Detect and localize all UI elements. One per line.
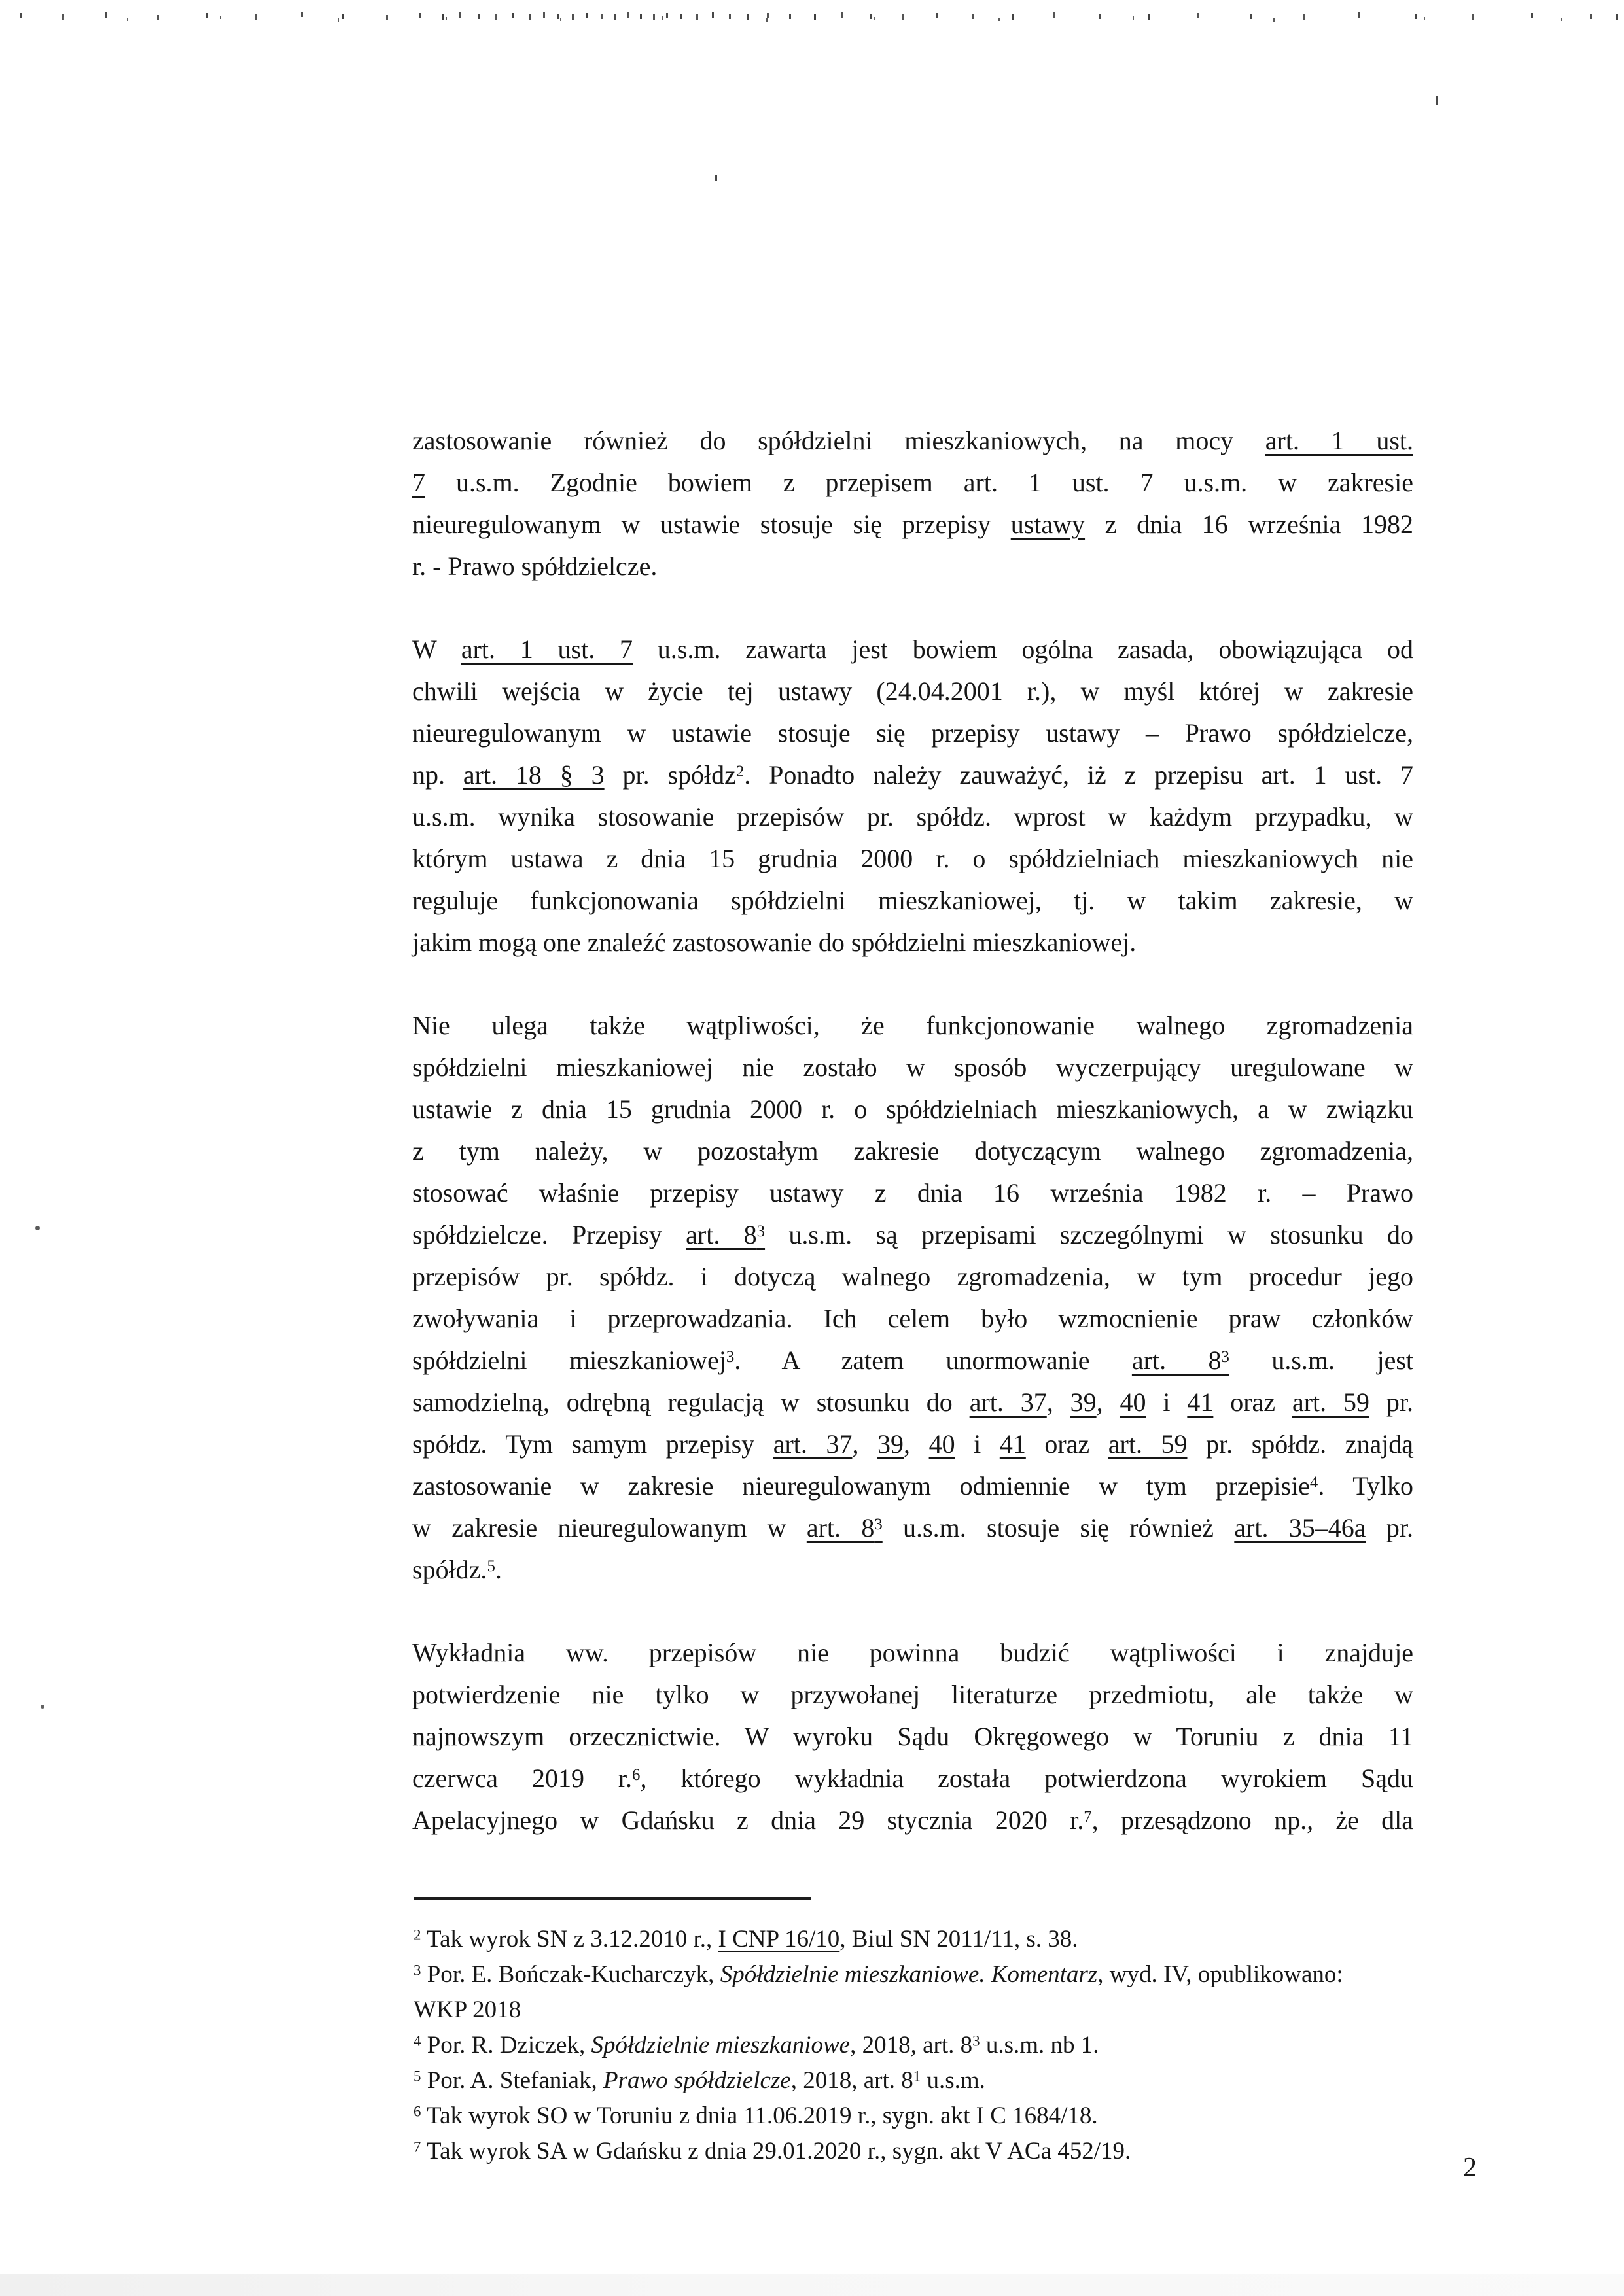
text-run: , 2018, art. 8 — [850, 2032, 973, 2059]
scan-speck — [1436, 96, 1438, 105]
text-line — [412, 1172, 1413, 1214]
scan-noise-strip — [20, 13, 22, 18]
text-line — [412, 1005, 1413, 1047]
text-run: Tak wyrok SO w Toruniu z dnia 11.06.2019 r., sygn. akt I C 1684/18. — [421, 2102, 1098, 2129]
superscript: 3 — [874, 1515, 883, 1533]
superscript: 3 — [726, 1348, 735, 1366]
text-run: art. 37 — [969, 1387, 1047, 1417]
footnote-ref — [1310, 1471, 1318, 1501]
text-run: u.s.m. nb 1. — [980, 2032, 1099, 2059]
text-line — [412, 1214, 1413, 1256]
text-run: art. 18 § 3 — [463, 760, 605, 790]
text-run: przepisów pr. spółdz. i dotyczą walnego zgromadzenia, w tym procedur jego — [412, 1262, 1413, 1291]
page-number: 2 — [1463, 2153, 1477, 2183]
text-line — [412, 1088, 1413, 1130]
text-run: , — [904, 1429, 929, 1459]
text-run: r. - Prawo spółdzielcze. — [412, 551, 658, 581]
text-line — [412, 1632, 1413, 1674]
body-text — [412, 420, 1413, 1883]
text-run: art. 8 — [806, 1513, 875, 1542]
text-run: spółdz. — [412, 1555, 487, 1584]
scan-edge-band — [0, 2274, 1624, 2296]
text-run: pr. — [1369, 1387, 1413, 1417]
superscript: 5 — [414, 2068, 421, 2085]
text-run: art. 35–46a — [1234, 1513, 1366, 1542]
text-run: spółdzielcze. Przepisy — [412, 1220, 686, 1249]
text-run: 7 — [412, 468, 425, 497]
footnote-ref — [874, 1513, 882, 1542]
superscript: 2 — [414, 1926, 421, 1943]
text-run: u.s.m. są przepisami szczególnymi w stosunku do — [765, 1220, 1414, 1249]
footnote-ref — [913, 2067, 921, 2094]
superscript: 3 — [414, 1962, 421, 1979]
superscript: 7 — [1084, 1807, 1092, 1826]
text-run: , którego wykładnia została potwierdzona wyrokiem Sądu — [640, 1764, 1413, 1793]
text-run: u.s.m. — [921, 2067, 985, 2094]
text-run: 40 — [928, 1429, 955, 1459]
text-line — [412, 504, 1413, 546]
text-run: Tak wyrok SA w Gdańsku z dnia 29.01.2020 r., sygn. akt V ACa 452/19. — [421, 2138, 1131, 2165]
footnote-ref — [1084, 1805, 1091, 1835]
text-line — [412, 1340, 1413, 1382]
text-line — [412, 1256, 1413, 1298]
text-line — [412, 712, 1413, 754]
text-run: art. 1 ust. 7 — [461, 635, 633, 664]
text-line — [412, 1507, 1413, 1549]
text-run: 41 — [1187, 1387, 1214, 1417]
text-run: ustawy — [1010, 510, 1086, 539]
text-line — [412, 629, 1413, 670]
superscript: 6 — [414, 2103, 421, 2120]
superscript: 3 — [972, 2032, 980, 2049]
superscript: 3 — [1221, 1348, 1229, 1366]
scan-noise-strip — [63, 17, 64, 20]
footnote-ref — [736, 760, 744, 790]
text-run: art. 1 ust. — [1265, 426, 1413, 455]
text-run: nieuregulowanym w ustawie stosuje się przepisy — [412, 510, 1011, 539]
footnotes — [414, 1922, 1434, 2169]
text-run: art. 37 — [773, 1429, 853, 1459]
text-run: u.s.m. Zgodnie bowiem z przepisem art. 1 ust. 7 u.s.m. w zakresie — [425, 468, 1413, 497]
text-run: Por. A. Stefaniak, — [421, 2067, 603, 2094]
text-line — [412, 462, 1413, 504]
text-run: i — [955, 1429, 1000, 1459]
footnote-ref — [414, 1926, 421, 1953]
text-run: stosować właśnie przepisy ustawy z dnia 16 września 1982 r. – Prawo — [412, 1178, 1413, 1208]
text-run: art. 8 — [686, 1220, 757, 1249]
text-run: czerwca 2019 r. — [412, 1764, 633, 1793]
superscript: 7 — [414, 2138, 421, 2155]
footnote-ref — [487, 1555, 495, 1584]
text-run: , przesądzono np., że dla — [1091, 1805, 1414, 1835]
text-run: samodzielną, odrębną regulacją w stosunku do — [412, 1387, 970, 1417]
text-line — [412, 1047, 1413, 1088]
text-run: art. 8 — [1131, 1346, 1222, 1375]
text-line — [412, 838, 1413, 880]
footnote-ref — [972, 2032, 980, 2059]
text-line — [412, 880, 1413, 922]
text-run: chwili wejścia w życie tej ustawy (24.04.2001 r.), w myśl której w zakresie — [412, 676, 1413, 706]
footnote-ref — [414, 1961, 421, 1988]
text-run: pr. — [1366, 1513, 1413, 1542]
paragraph — [412, 1005, 1413, 1591]
text-run: 39 — [877, 1429, 904, 1459]
text-run: , — [852, 1429, 878, 1459]
text-run: i — [1146, 1387, 1188, 1417]
footnote — [414, 2028, 1434, 2063]
text-run: oraz — [1025, 1429, 1108, 1459]
text-run: jakim mogą one znaleźć zastosowanie do spółdzielni mieszkaniowej. — [412, 928, 1137, 957]
text-run: pr. spółdz. znajdą — [1187, 1429, 1414, 1459]
paragraph — [412, 629, 1413, 964]
footnote-ref — [632, 1764, 640, 1793]
footnote — [414, 2063, 1434, 2098]
text-line — [412, 1298, 1413, 1340]
footnote — [414, 2134, 1434, 2169]
text-run: art. 59 — [1292, 1387, 1369, 1417]
text-line — [412, 670, 1413, 712]
text-run: u.s.m. wynika stosowanie przepisów pr. spółdz. wprost w każdym przypadku, w — [412, 802, 1413, 831]
footnote-ref — [757, 1220, 765, 1249]
text-run: Apelacyjnego w Gdańsku z dnia 29 stycznia 2020 r. — [412, 1805, 1084, 1835]
text-run: u.s.m. stosuje się również — [882, 1513, 1235, 1542]
footnote-ref — [414, 2102, 421, 2129]
text-line — [412, 1423, 1413, 1465]
text-run: art. 59 — [1108, 1429, 1188, 1459]
text-line — [412, 420, 1413, 462]
text-run: np. — [412, 760, 463, 790]
scan-speck — [41, 1705, 44, 1709]
text-run: najnowszym orzecznictwie. W wyroku Sądu Okręgowego w Toruniu z dnia 11 — [412, 1722, 1413, 1751]
footnote-ref — [414, 2067, 421, 2094]
text-line — [412, 796, 1413, 838]
text-line — [412, 754, 1413, 796]
footnote-ref — [726, 1346, 734, 1375]
footnote-ref — [414, 2032, 421, 2059]
text-run: 41 — [999, 1429, 1026, 1459]
text-run: reguluje funkcjonowania spółdzielni mieszkaniowej, tj. w takim zakresie, w — [412, 886, 1413, 915]
text-run: , — [1046, 1387, 1070, 1417]
superscript: 1 — [913, 2068, 921, 2085]
text-run: , — [1096, 1387, 1120, 1417]
text-run: 39 — [1070, 1387, 1097, 1417]
text-run: Nie ulega także wątpliwości, że funkcjonowanie walnego zgromadzenia — [412, 1011, 1413, 1040]
text-line — [412, 1382, 1413, 1423]
text-line — [412, 1758, 1413, 1800]
text-run: , Biul SN 2011/11, s. 38. — [839, 1926, 1078, 1953]
text-run: Por. E. Bończak-Kucharczyk, — [421, 1961, 720, 1988]
text-run: Spółdzielnie mieszkaniowe — [591, 2032, 851, 2059]
text-run: z tym należy, w pozostałym zakresie dotyczącym walnego zgromadzenia, — [412, 1136, 1413, 1166]
paragraph — [412, 1632, 1413, 1841]
text-run: Prawo spółdzielcze — [603, 2067, 791, 2094]
text-run: spółdzielni mieszkaniowej nie zostało w sposób wyczerpujący uregulowane w — [412, 1052, 1413, 1082]
text-run: ustawie z dnia 15 grudnia 2000 r. o spółdzielniach mieszkaniowych, a w związku — [412, 1094, 1413, 1124]
footnote-ref — [1222, 1346, 1229, 1375]
text-run: nieuregulowanym w ustawie stosuje się przepisy ustawy – Prawo spółdzielcze, — [412, 718, 1413, 748]
text-run: zastosowanie również do spółdzielni mieszkaniowych, na mocy — [412, 426, 1265, 455]
text-run: WKP 2018 — [414, 1996, 521, 2023]
text-run: w zakresie nieuregulowanym w — [412, 1513, 807, 1542]
text-line — [412, 546, 1413, 587]
text-run: . A zatem unormowanie — [734, 1346, 1132, 1375]
footnote-ref — [414, 2138, 421, 2165]
superscript: 3 — [756, 1222, 766, 1240]
text-run: z dnia 16 września 1982 — [1085, 510, 1413, 539]
superscript: 4 — [1309, 1473, 1318, 1491]
footnote — [414, 1992, 1434, 2028]
text-run: zwoływania i przeprowadzania. Ich celem było wzmocnienie praw członków — [412, 1304, 1413, 1333]
text-run: u.s.m. zawarta jest bowiem ogólna zasada, obowiązująca od — [633, 635, 1413, 664]
superscript: 4 — [414, 2032, 421, 2049]
text-line — [412, 1800, 1413, 1841]
text-line — [412, 1549, 1413, 1591]
footnote — [414, 1957, 1434, 1992]
scan-speck — [715, 175, 717, 181]
text-run: Tak wyrok SN z 3.12.2010 r., — [421, 1926, 718, 1953]
text-run: spółdz. Tym samym przepisy — [412, 1429, 773, 1459]
text-run: zastosowanie w zakresie nieuregulowanym odmiennie w tym przepisie — [412, 1471, 1310, 1501]
text-run: u.s.m. jest — [1229, 1346, 1413, 1375]
text-line — [412, 1716, 1413, 1758]
text-run: oraz — [1213, 1387, 1292, 1417]
scan-speck — [35, 1226, 40, 1230]
footnote-separator — [414, 1897, 811, 1900]
text-run: , 2018, art. 8 — [790, 2067, 913, 2094]
superscript: 5 — [487, 1557, 495, 1575]
superscript: 6 — [632, 1765, 641, 1784]
text-line — [412, 1465, 1413, 1507]
paragraph — [412, 420, 1413, 587]
footnote — [414, 1922, 1434, 1957]
text-run: . Ponadto należy zauważyć, iż z przepisu art. 1 ust. 7 — [744, 760, 1414, 790]
text-run: 40 — [1120, 1387, 1146, 1417]
text-line — [412, 922, 1413, 964]
text-run: . — [495, 1555, 502, 1584]
text-run: , wyd. IV, opublikowano: — [1097, 1961, 1343, 1988]
text-run: Wykładnia ww. przepisów nie powinna budzić wątpliwości i znajduje — [412, 1638, 1413, 1667]
text-run: potwierdzenie nie tylko w przywołanej literaturze przedmiotu, ale także w — [412, 1680, 1413, 1709]
footnote — [414, 2098, 1434, 2134]
text-run: Spółdzielnie mieszkaniowe. Komentarz — [720, 1961, 1098, 1988]
text-run: W — [412, 635, 461, 664]
text-run: Por. R. Dziczek, — [421, 2032, 591, 2059]
superscript: 2 — [735, 762, 745, 780]
text-run: . Tylko — [1318, 1471, 1413, 1501]
text-line — [412, 1674, 1413, 1716]
text-run: I CNP 16/10 — [718, 1926, 840, 1953]
text-run: którym ustawa z dnia 15 grudnia 2000 r. o spółdzielniach mieszkaniowych nie — [412, 844, 1413, 873]
text-line — [412, 1130, 1413, 1172]
text-run: pr. spółdz — [604, 760, 736, 790]
text-run: spółdzielni mieszkaniowej — [412, 1346, 726, 1375]
